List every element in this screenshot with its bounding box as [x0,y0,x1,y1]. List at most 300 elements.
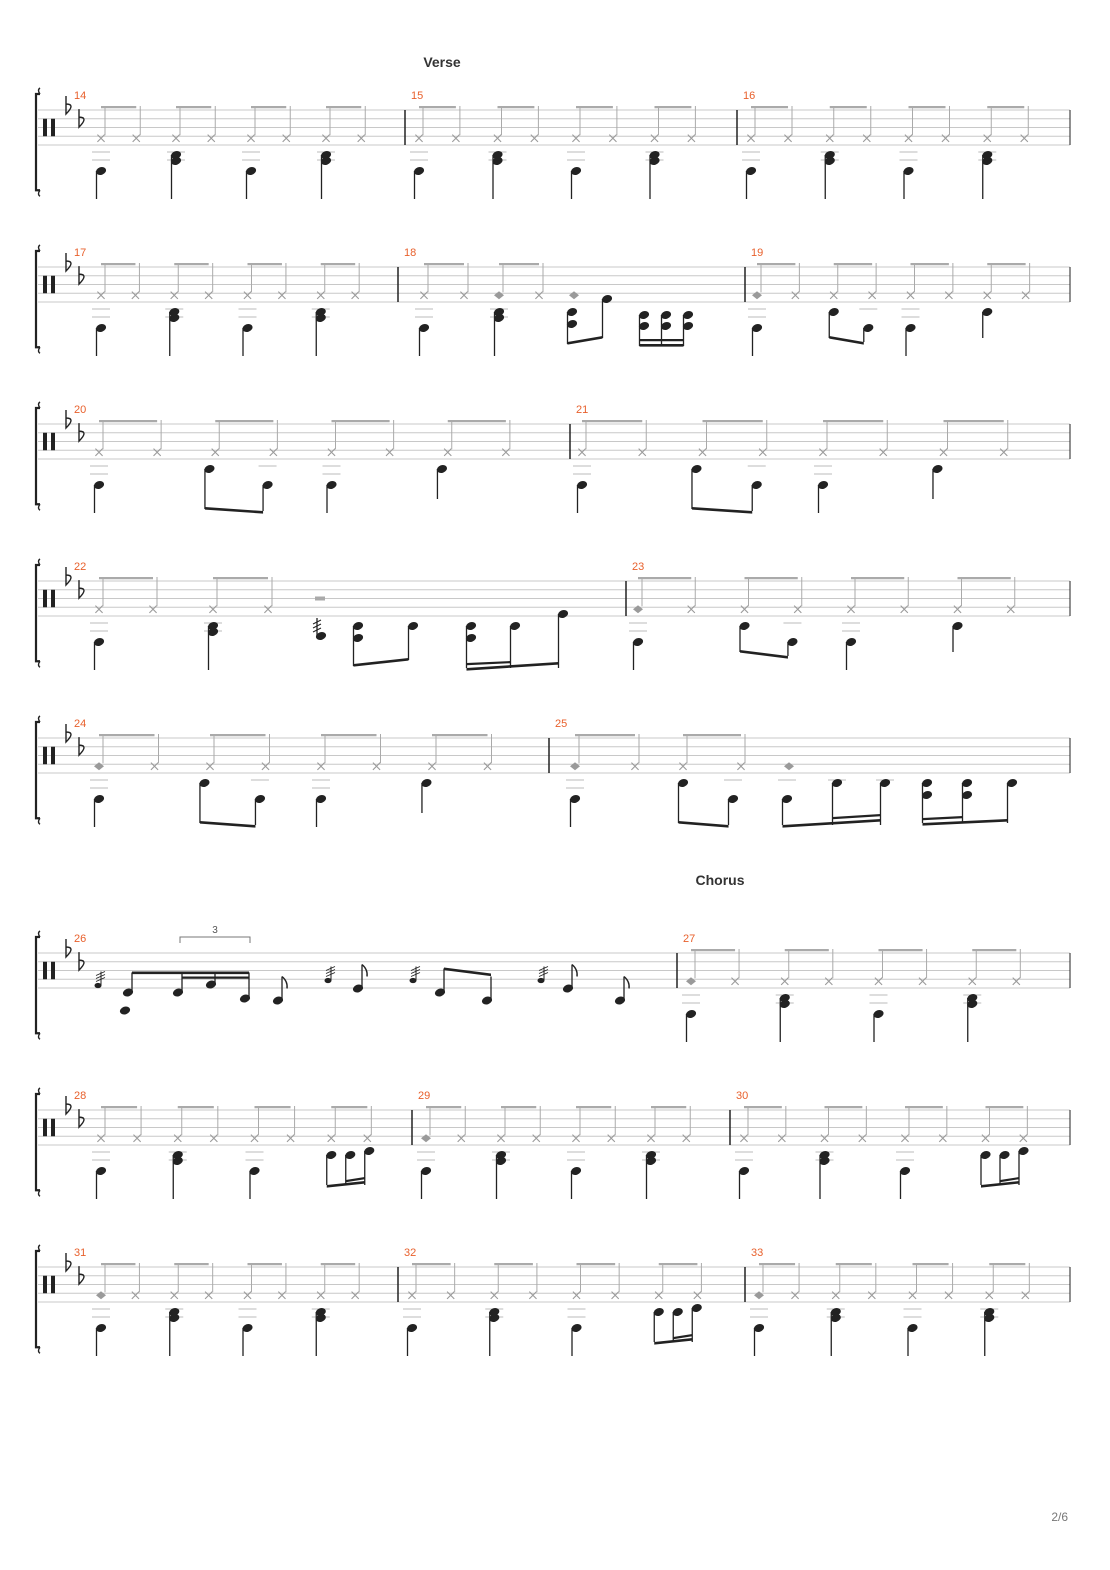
bar-number: 24 [74,718,87,730]
open-hihat-note [686,977,696,985]
flat-icon [66,96,71,114]
hihat-x-note [905,135,912,142]
flat-icon [66,724,71,742]
hihat-beam [494,1263,533,1265]
hihat-x-note [444,449,451,456]
hihat-beam [498,106,535,108]
hihat-beam [785,949,829,951]
bar-number: 20 [74,404,87,416]
hihat-x-note [133,135,140,142]
flat-icon [66,253,71,271]
hihat-beam [101,263,135,265]
hihat-x-note [491,1292,498,1299]
hihat-x-note [452,135,459,142]
hihat-x-note [792,292,799,299]
beam [568,336,603,345]
hihat-x-note [132,1292,139,1299]
section-label: Chorus [695,872,745,888]
hihat-x-note [982,1135,989,1142]
percussion-clef-icon [51,276,55,294]
hihat-x-note [415,135,422,142]
flat-icon [66,410,71,428]
beam [200,821,256,828]
hihat-x-note [262,763,269,770]
hihat-x-note [819,449,826,456]
hihat-beam [659,1263,698,1265]
hihat-x-note [945,292,952,299]
system-bracket [36,722,40,818]
bar-number: 31 [74,1247,87,1259]
hihat-beam [99,734,155,736]
hihat-x-note [747,135,754,142]
hihat-beam [958,577,1011,579]
tuplet-bracket [180,937,250,943]
hihat-x-note [1021,135,1028,142]
hihat-x-note [859,1135,866,1142]
percussion-clef-icon [43,119,47,137]
hihat-x-note [154,449,161,456]
hihat-x-note [317,763,324,770]
hihat-x-note [97,292,104,299]
section-label: Verse [423,54,461,70]
hihat-beam [213,577,268,579]
grace-note [325,978,332,983]
hihat-beam [575,734,635,736]
beam [923,819,1008,826]
hihat-beam [989,1263,1025,1265]
beam [354,658,409,667]
hihat-x-note [781,978,788,985]
hihat-x-note [863,135,870,142]
hihat-beam [655,106,692,108]
hihat-beam [987,106,1024,108]
bar-number: 14 [74,90,87,102]
hihat-beam [913,1263,949,1265]
system-bracket-hook [39,1245,41,1353]
hihat-x-note [458,1135,465,1142]
hihat-x-note [428,763,435,770]
bar-number: 33 [751,1247,764,1259]
hihat-x-note [95,606,102,613]
hihat-x-note [737,763,744,770]
system-bracket [36,251,40,347]
hihat-x-note [945,1292,952,1299]
open-hihat-note [96,1291,106,1299]
open-hihat-note [633,605,643,613]
hihat-x-note [784,135,791,142]
hihat-x-note [1000,449,1007,456]
hihat-x-note [647,1135,654,1142]
bar-number: 15 [411,90,424,102]
percussion-clef-icon [51,433,55,451]
hihat-beam [759,1263,795,1265]
system-bracket-hook [39,88,41,196]
hihat-beam [703,420,763,422]
hihat-beam [691,949,735,951]
hihat-beam [426,1106,461,1108]
bar-number: 22 [74,561,87,573]
hihat-x-note [969,978,976,985]
hihat-beam [448,420,506,422]
staff-system [36,1088,1070,1199]
bar-number: 18 [404,247,417,259]
hihat-x-note [535,292,542,299]
hihat-x-note [364,1135,371,1142]
hihat-beam [321,734,377,736]
hihat-x-note [322,135,329,142]
hihat-x-note [794,606,801,613]
hihat-beam [905,1106,943,1108]
hihat-x-note [942,135,949,142]
hihat-beam [99,577,153,579]
hihat-x-note [868,1292,875,1299]
hihat-x-note [651,135,658,142]
hihat-x-note [328,449,335,456]
hihat-x-note [244,292,251,299]
hihat-beam [251,106,286,108]
hihat-x-note [880,449,887,456]
hihat-x-note [484,763,491,770]
open-hihat-note [94,762,104,770]
hihat-beam [210,734,266,736]
bar-number: 17 [74,247,87,259]
hihat-x-note [497,1135,504,1142]
beam [182,977,249,979]
kick-note [119,1005,131,1016]
hihat-x-note [688,606,695,613]
hihat-x-note [270,449,277,456]
hihat-beam [987,263,1025,265]
hihat-beam [101,1263,135,1265]
bar-number: 25 [555,718,568,730]
system-bracket [36,1094,40,1190]
bar-number: 26 [74,933,87,945]
hihat-x-note [283,135,290,142]
hihat-x-note [608,1135,615,1142]
system-bracket-hook [39,1088,41,1196]
staff-system [36,559,1070,671]
hihat-beam [499,263,539,265]
hihat-x-note [529,1292,536,1299]
hihat-x-note [317,292,324,299]
hihat-x-note [940,449,947,456]
hihat-x-note [352,292,359,299]
hihat-x-note [208,135,215,142]
hihat-beam [174,1263,208,1265]
hihat-x-note [494,135,501,142]
system-bracket-hook [39,559,41,667]
hihat-beam [176,106,211,108]
hihat-x-note [759,449,766,456]
hihat-x-note [1007,606,1014,613]
hihat-beam [986,1106,1024,1108]
hihat-beam [638,577,691,579]
hihat-beam [99,420,157,422]
hihat-x-note [420,292,427,299]
hihat-beam [836,1263,872,1265]
hihat-beam [432,734,488,736]
hihat-x-note [791,1292,798,1299]
hihat-x-note [171,1292,178,1299]
hihat-x-note [1022,1292,1029,1299]
system-bracket-hook [39,402,41,510]
hihat-x-note [174,1135,181,1142]
hihat-beam [215,420,273,422]
hihat-beam [651,1106,686,1108]
hihat-x-note [683,1135,690,1142]
hihat-x-note [688,135,695,142]
hihat-x-note [778,1135,785,1142]
hihat-x-note [317,1292,324,1299]
hihat-x-note [609,135,616,142]
hihat-x-note [901,606,908,613]
tuplet-number: 3 [212,925,218,936]
staff-system [36,88,1070,199]
beam [783,819,881,828]
hihat-x-note [206,763,213,770]
hihat-beam [332,420,390,422]
beam [132,972,249,975]
hihat-beam [248,263,282,265]
percussion-clef-icon [43,590,47,608]
hihat-beam [178,1106,214,1108]
percussion-clef-icon [51,1276,55,1294]
flat-icon [79,580,84,598]
open-hihat-note [784,762,794,770]
bar-number: 21 [576,404,589,416]
hihat-x-note [132,292,139,299]
bar-number: 27 [683,933,696,945]
hihat-x-note [531,135,538,142]
hihat-x-note [95,449,102,456]
hihat-x-note [447,1292,454,1299]
hihat-x-note [97,1135,104,1142]
hihat-beam [851,577,904,579]
flat-icon [66,1253,71,1271]
percussion-clef-icon [43,962,47,980]
beam [640,344,684,347]
percussion-clef-icon [43,747,47,765]
hihat-x-note [408,1292,415,1299]
percussion-clef-icon [51,1119,55,1137]
hihat-x-note [210,1135,217,1142]
hihat-x-note [907,292,914,299]
staff-system [36,925,1070,1042]
percussion-clef-icon [51,119,55,137]
hihat-x-note [572,1135,579,1142]
hihat-x-note [386,449,393,456]
bar-number: 30 [736,1090,749,1102]
hihat-beam [321,1263,355,1265]
staff-system [36,402,1070,514]
hihat-x-note [149,606,156,613]
system-bracket [36,565,40,661]
hihat-x-note [212,449,219,456]
bar-number: 29 [418,1090,431,1102]
percussion-clef-icon [51,962,55,980]
flat-icon [79,952,84,970]
hihat-beam [911,263,949,265]
hihat-x-note [358,135,365,142]
hihat-x-note [1013,978,1020,985]
bar-number: 16 [743,90,756,102]
hihat-x-note [205,292,212,299]
hihat-x-note [830,292,837,299]
open-hihat-note [569,291,579,299]
hihat-x-note [373,763,380,770]
flat-icon [79,266,84,284]
flat-icon [66,939,71,957]
open-hihat-note [754,1291,764,1299]
hihat-x-note [694,1292,701,1299]
hihat-x-note [460,292,467,299]
hihat-beam [576,106,613,108]
hihat-x-note [205,1292,212,1299]
flat-icon [79,109,84,127]
hihat-x-note [573,1292,580,1299]
bar-number: 23 [632,561,645,573]
grace-note [538,978,545,983]
percussion-clef-icon [43,276,47,294]
flat-icon [79,1266,84,1284]
hihat-x-note [741,606,748,613]
bar-number: 28 [74,1090,87,1102]
system-bracket-hook [39,716,41,824]
hihat-x-note [699,449,706,456]
open-hihat-note [570,762,580,770]
beam [205,507,263,514]
flat-icon [66,567,71,585]
hihat-beam [326,106,361,108]
percussion-clef-icon [43,1119,47,1137]
flat-icon [79,423,84,441]
beam [640,339,684,341]
system-bracket [36,408,40,504]
hihat-x-note [939,1135,946,1142]
hihat-beam [577,1263,616,1265]
hihat-x-note [247,135,254,142]
hihat-beam [248,1263,282,1265]
beam [833,814,881,819]
percussion-clef-icon [43,1276,47,1294]
system-bracket [36,1251,40,1347]
hihat-x-note [533,1135,540,1142]
hihat-x-note [264,606,271,613]
percussion-clef-icon [51,747,55,765]
hihat-beam [825,1106,863,1108]
beam [692,507,752,514]
hihat-x-note [572,135,579,142]
hihat-x-note [740,1135,747,1142]
hihat-beam [751,106,788,108]
hihat-beam [412,1263,451,1265]
hihat-x-note [847,606,854,613]
hihat-beam [576,1106,611,1108]
hihat-x-note [986,1292,993,1299]
flat-icon [79,737,84,755]
beam [444,968,491,977]
hihat-x-note [278,292,285,299]
system-bracket-hook [39,931,41,1039]
half-rest [315,597,325,601]
hihat-x-note [171,292,178,299]
hihat-beam [744,1106,782,1108]
percussion-clef-icon [51,590,55,608]
percussion-clef-icon [43,433,47,451]
page-number: 2/6 [1051,1510,1068,1524]
hihat-x-note [97,135,104,142]
grace-note [410,978,417,983]
grace-note [95,983,102,988]
hihat-x-note [639,449,646,456]
hihat-x-note [731,978,738,985]
hihat-x-note [631,763,638,770]
hihat-x-note [909,1292,916,1299]
hihat-x-note [954,606,961,613]
hihat-x-note [1022,292,1029,299]
hihat-x-note [251,1135,258,1142]
system-bracket-hook [39,245,41,353]
hihat-x-note [826,135,833,142]
flat-icon [79,1109,84,1127]
flag [624,977,629,989]
hihat-x-note [984,292,991,299]
hihat-beam [879,949,923,951]
hihat-beam [255,1106,291,1108]
bar-number: 19 [751,247,764,259]
hihat-x-note [875,978,882,985]
hihat-beam [909,106,946,108]
staff-system [36,245,1070,356]
open-hihat-note [421,1134,431,1142]
staff-system [36,1245,1070,1356]
open-hihat-note [494,291,504,299]
beam [679,821,729,828]
hihat-beam [419,106,456,108]
beam [740,650,788,659]
hihat-x-note [919,978,926,985]
hihat-beam [834,263,872,265]
hihat-x-note [209,606,216,613]
hihat-x-note [869,292,876,299]
hihat-x-note [328,1135,335,1142]
hihat-x-note [612,1292,619,1299]
hihat-beam [944,420,1004,422]
hihat-x-note [502,449,509,456]
open-hihat-note [752,291,762,299]
hihat-x-note [821,1135,828,1142]
hihat-x-note [287,1135,294,1142]
hihat-x-note [901,1135,908,1142]
hihat-x-note [825,978,832,985]
system-bracket [36,937,40,1033]
hihat-x-note [151,763,158,770]
hihat-x-note [133,1135,140,1142]
hihat-beam [101,1106,137,1108]
hihat-x-note [244,1292,251,1299]
hihat-beam [424,263,464,265]
hihat-beam [331,1106,367,1108]
hihat-x-note [655,1292,662,1299]
hihat-beam [823,420,883,422]
hihat-beam [745,577,798,579]
hihat-beam [972,949,1016,951]
flag [282,977,287,989]
hihat-beam [582,420,642,422]
beam [923,816,963,820]
hihat-x-note [984,135,991,142]
hihat-beam [757,263,795,265]
